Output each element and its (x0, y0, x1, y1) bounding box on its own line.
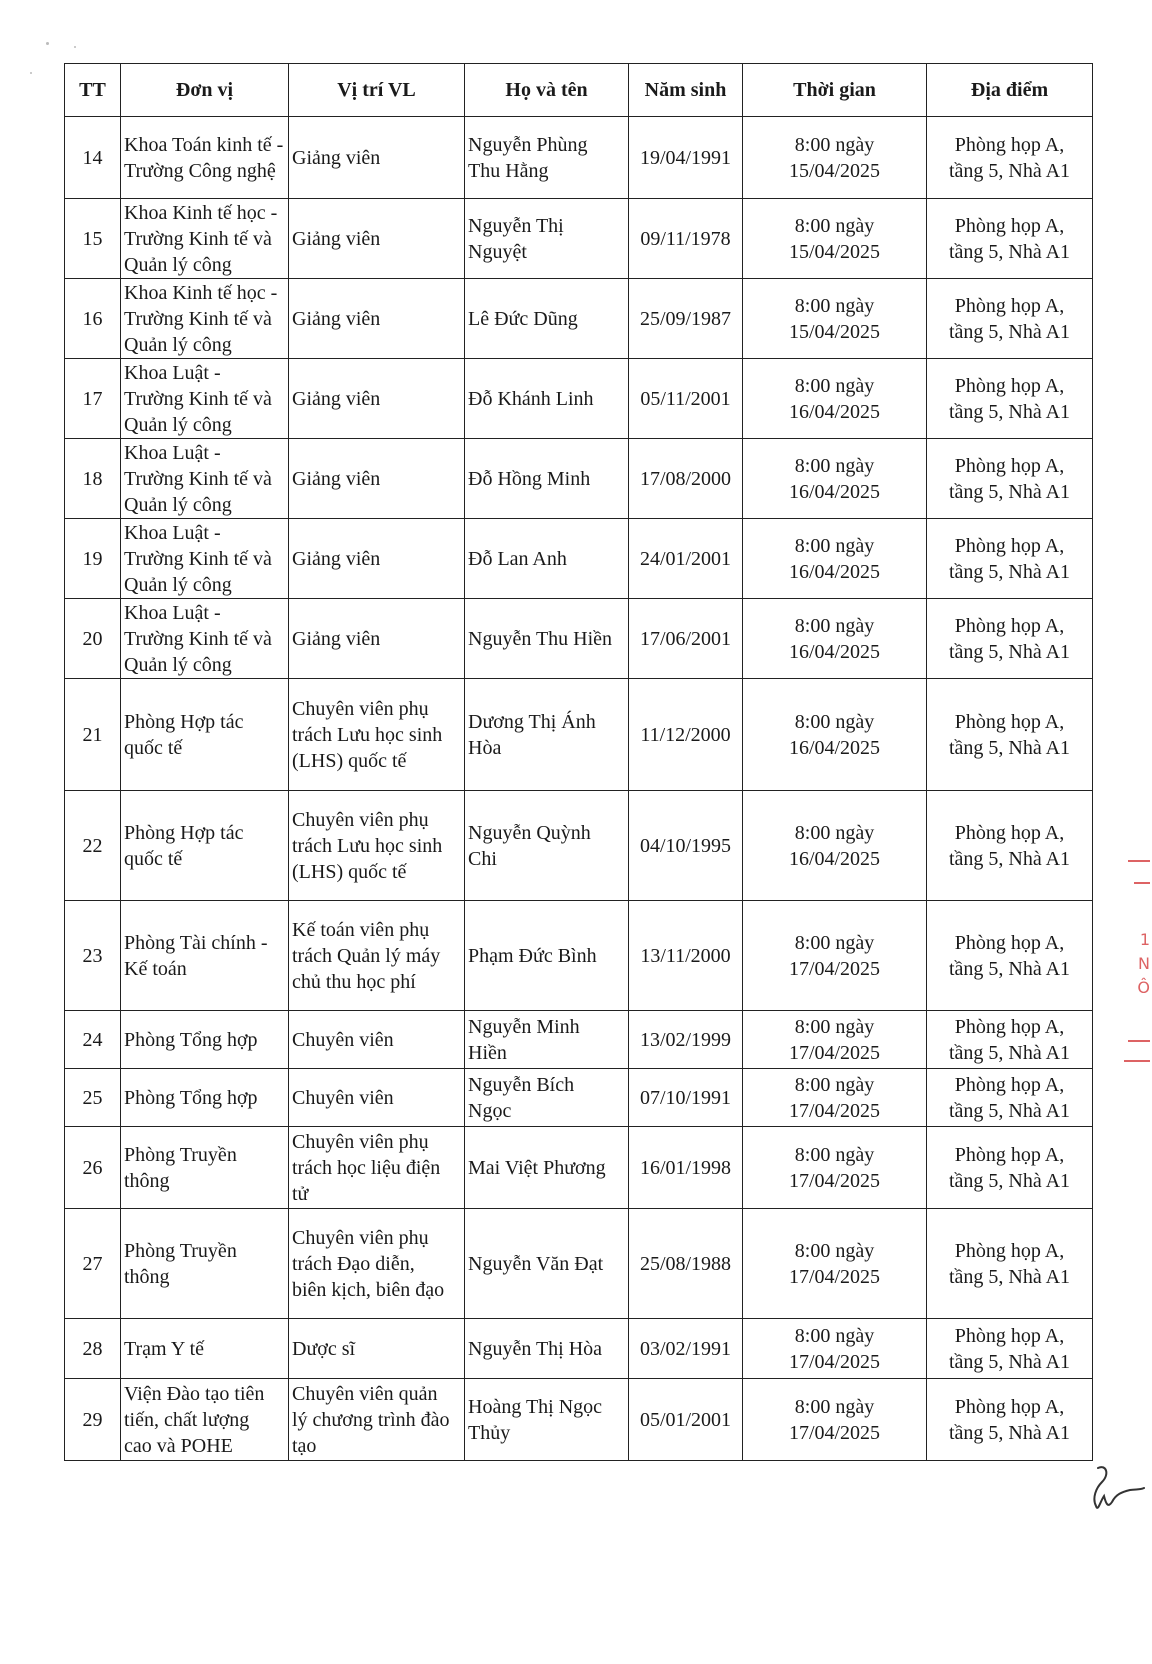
cell-place (927, 279, 1093, 359)
cell-unit-line: thông (124, 1265, 170, 1288)
cell-full-name (465, 1127, 629, 1209)
cell-tt: 29 (65, 1379, 121, 1461)
cell-unit (121, 1319, 289, 1379)
cell-position-line: trách Lưu học sinh (292, 723, 443, 746)
cell-time (743, 901, 927, 1011)
cell-tt: 24 (65, 1011, 121, 1069)
cell-birth-date: 17/06/2001 (629, 599, 743, 679)
cell-full-name (465, 679, 629, 791)
cell-time-line: 15/04/2025 (788, 320, 881, 343)
cell-full-name (465, 199, 629, 279)
cell-birth-date: 19/04/1991 (629, 117, 743, 199)
cell-position-line: (LHS) quốc tế (292, 749, 407, 772)
cell-place (927, 1069, 1093, 1127)
cell-time-line: 17/04/2025 (788, 1265, 881, 1288)
cell-full-name-line: Mai Việt Phương (468, 1156, 606, 1179)
cell-place-line: tầng 5, Nhà A1 (948, 1421, 1071, 1444)
cell-full-name (465, 117, 629, 199)
header-name: Họ và tên (465, 64, 629, 117)
cell-full-name-line: Lê Đức Dũng (468, 307, 578, 330)
cell-position-line: Kế toán viên phụ (292, 918, 430, 941)
cell-time-line: 8:00 ngày (794, 821, 875, 844)
cell-time (743, 1319, 927, 1379)
cell-unit-line: Trường Kinh tế và (124, 547, 272, 570)
cell-time-line: 8:00 ngày (794, 614, 875, 637)
cell-unit (121, 117, 289, 199)
cell-unit-line: Khoa Luật - (124, 361, 221, 384)
cell-unit-line: Phòng Hợp tác (124, 821, 244, 844)
cell-unit (121, 599, 289, 679)
cell-time-line: 17/04/2025 (788, 1099, 881, 1122)
cell-position-line: Dược sĩ (292, 1337, 356, 1360)
table-row (65, 117, 1093, 199)
cell-unit-line: tiến, chất lượng (124, 1408, 250, 1431)
cell-time-line: 16/04/2025 (788, 560, 881, 583)
cell-place-line: tầng 5, Nhà A1 (948, 159, 1071, 182)
cell-tt: 28 (65, 1319, 121, 1379)
cell-time (743, 1069, 927, 1127)
cell-time (743, 599, 927, 679)
cell-full-name-line: Nguyễn Thị Hòa (468, 1337, 603, 1360)
cell-position-line: lý chương trình đào (292, 1408, 450, 1431)
scan-speck (46, 42, 49, 45)
table-row (65, 791, 1093, 901)
cell-place-line: Phòng họp A, (954, 374, 1065, 397)
cell-unit-line: Khoa Luật - (124, 521, 221, 544)
cell-birth-date: 17/08/2000 (629, 439, 743, 519)
cell-full-name (465, 439, 629, 519)
cell-unit-line: Khoa Luật - (124, 441, 221, 464)
table-row (65, 279, 1093, 359)
cell-unit (121, 1379, 289, 1461)
cell-unit-line: Phòng Hợp tác (124, 710, 244, 733)
cell-position (289, 1319, 465, 1379)
table-row (65, 679, 1093, 791)
cell-time (743, 1209, 927, 1319)
cell-unit-line: Khoa Luật - (124, 601, 221, 624)
cell-birth-date: 16/01/1998 (629, 1127, 743, 1209)
cell-position-line: Giảng viên (292, 227, 381, 250)
cell-birth-date: 11/12/2000 (629, 679, 743, 791)
cell-position-line: Chuyên viên (292, 1086, 394, 1109)
cell-position (289, 1127, 465, 1209)
cell-unit (121, 1209, 289, 1319)
cell-full-name (465, 279, 629, 359)
cell-time-line: 16/04/2025 (788, 480, 881, 503)
cell-unit (121, 1011, 289, 1069)
cell-time-line: 8:00 ngày (794, 710, 875, 733)
cell-birth-date: 25/09/1987 (629, 279, 743, 359)
cell-place-line: tầng 5, Nhà A1 (948, 736, 1071, 759)
cell-time-line: 8:00 ngày (794, 1395, 875, 1418)
cell-full-name-line: Dương Thị Ánh (468, 710, 596, 733)
cell-birth-date: 03/02/1991 (629, 1319, 743, 1379)
cell-position (289, 1069, 465, 1127)
cell-place (927, 791, 1093, 901)
table-header-row (65, 64, 1093, 117)
cell-unit-line: Trường Kinh tế và (124, 387, 272, 410)
cell-place-line: Phòng họp A, (954, 931, 1065, 954)
cell-full-name-line: Phạm Đức Bình (468, 944, 597, 967)
cell-position (289, 1011, 465, 1069)
cell-position-line: Chuyên viên (292, 1028, 394, 1051)
cell-unit (121, 439, 289, 519)
cell-position (289, 679, 465, 791)
cell-full-name (465, 1319, 629, 1379)
header-unit: Đơn vị (121, 64, 289, 117)
scan-speck (30, 72, 32, 74)
cell-position-line: trách học liệu điện (292, 1156, 441, 1179)
cell-place-line: Phòng họp A, (954, 1239, 1065, 1262)
cell-place-line: tầng 5, Nhà A1 (948, 240, 1071, 263)
cell-full-name-line: Đỗ Lan Anh (468, 547, 567, 570)
cell-place-line: Phòng họp A, (954, 214, 1065, 237)
cell-position (289, 359, 465, 439)
cell-place (927, 1379, 1093, 1461)
cell-place-line: Phòng họp A, (954, 1073, 1065, 1096)
cell-full-name (465, 901, 629, 1011)
cell-place-line: Phòng họp A, (954, 1395, 1065, 1418)
cell-position (289, 599, 465, 679)
cell-place-line: tầng 5, Nhà A1 (948, 320, 1071, 343)
cell-time-line: 8:00 ngày (794, 374, 875, 397)
cell-full-name-line: Nguyệt (468, 240, 527, 263)
cell-time (743, 359, 927, 439)
cell-full-name (465, 599, 629, 679)
cell-position (289, 901, 465, 1011)
cell-position-line: Giảng viên (292, 627, 381, 650)
cell-unit-line: Kế toán (124, 957, 187, 980)
cell-time (743, 1011, 927, 1069)
cell-place-line: tầng 5, Nhà A1 (948, 1099, 1071, 1122)
cell-birth-date: 05/11/2001 (629, 359, 743, 439)
cell-unit-line: cao và POHE (124, 1434, 233, 1457)
cell-tt: 18 (65, 439, 121, 519)
cell-place (927, 599, 1093, 679)
cell-full-name-line: Nguyễn Quỳnh (468, 821, 591, 844)
cell-tt: 26 (65, 1127, 121, 1209)
cell-position (289, 791, 465, 901)
cell-place (927, 199, 1093, 279)
cell-time (743, 117, 927, 199)
cell-unit-line: Trường Kinh tế và (124, 307, 272, 330)
cell-tt: 21 (65, 679, 121, 791)
cell-place (927, 519, 1093, 599)
cell-position-line: tử (292, 1182, 309, 1205)
cell-place-line: tầng 5, Nhà A1 (948, 1169, 1071, 1192)
cell-full-name (465, 519, 629, 599)
cell-time (743, 279, 927, 359)
cell-position (289, 1209, 465, 1319)
cell-tt: 16 (65, 279, 121, 359)
handwritten-initials-signature (1086, 1462, 1146, 1522)
table-row (65, 599, 1093, 679)
cell-position (289, 199, 465, 279)
cell-position-line: Giảng viên (292, 307, 381, 330)
cell-unit-line: Quản lý công (124, 333, 232, 356)
cell-unit-line: quốc tế (124, 847, 183, 870)
cell-tt: 19 (65, 519, 121, 599)
table-row (65, 1127, 1093, 1209)
cell-full-name-line: Đỗ Khánh Linh (468, 387, 594, 410)
cell-time-line: 8:00 ngày (794, 534, 875, 557)
cell-time-line: 8:00 ngày (794, 931, 875, 954)
cell-place (927, 1319, 1093, 1379)
cell-full-name-line: Thu Hằng (468, 159, 549, 182)
cell-unit-line: Phòng Tổng hợp (124, 1086, 258, 1109)
cell-position-line: Giảng viên (292, 547, 381, 570)
cell-full-name-line: Ngọc (468, 1099, 512, 1122)
cell-unit (121, 279, 289, 359)
cell-time-line: 17/04/2025 (788, 957, 881, 980)
cell-position-line: Giảng viên (292, 467, 381, 490)
cell-unit-line: Quản lý công (124, 253, 232, 276)
cell-tt: 23 (65, 901, 121, 1011)
table-body (65, 117, 1093, 1461)
cell-place (927, 1011, 1093, 1069)
cell-time (743, 439, 927, 519)
cell-unit-line: Phòng Truyền (124, 1143, 237, 1166)
cell-place-line: Phòng họp A, (954, 133, 1065, 156)
cell-place-line: Phòng họp A, (954, 1324, 1065, 1347)
cell-time-line: 8:00 ngày (794, 133, 875, 156)
cell-full-name-line: Nguyễn Phùng (468, 133, 588, 156)
cell-place-line: tầng 5, Nhà A1 (948, 1265, 1071, 1288)
table-row (65, 1319, 1093, 1379)
cell-unit-line: Trường Kinh tế và (124, 627, 272, 650)
cell-time-line: 17/04/2025 (788, 1169, 881, 1192)
cell-tt: 14 (65, 117, 121, 199)
cell-place-line: Phòng họp A, (954, 710, 1065, 733)
cell-tt: 27 (65, 1209, 121, 1319)
cell-unit-line: Trường Kinh tế và (124, 227, 272, 250)
cell-position-line: trách Đạo diễn, (292, 1252, 415, 1275)
cell-position-line: tạo (292, 1434, 317, 1457)
cell-time (743, 199, 927, 279)
cell-place-line: Phòng họp A, (954, 294, 1065, 317)
header-tt: TT (65, 64, 121, 117)
cell-full-name-line: Nguyễn Minh (468, 1015, 580, 1038)
cell-position (289, 519, 465, 599)
cell-full-name (465, 1011, 629, 1069)
cell-position-line: Chuyên viên phụ (292, 1130, 429, 1153)
cell-unit-line: Viện Đào tạo tiên (124, 1382, 265, 1405)
cell-tt: 22 (65, 791, 121, 901)
cell-time-line: 8:00 ngày (794, 1073, 875, 1096)
cell-unit-line: Quản lý công (124, 573, 232, 596)
header-birth-year: Năm sinh (629, 64, 743, 117)
cell-time (743, 519, 927, 599)
cell-place-line: tầng 5, Nhà A1 (948, 640, 1071, 663)
cell-unit-line: Khoa Kinh tế học - (124, 201, 278, 224)
cell-unit-line: Quản lý công (124, 493, 232, 516)
cell-full-name-line: Nguyễn Văn Đạt (468, 1252, 604, 1275)
cell-place (927, 1127, 1093, 1209)
table-row (65, 1379, 1093, 1461)
cell-place (927, 679, 1093, 791)
cell-full-name-line: Hoàng Thị Ngọc (468, 1395, 603, 1418)
table-row (65, 1011, 1093, 1069)
cell-birth-date: 13/11/2000 (629, 901, 743, 1011)
cell-place-line: Phòng họp A, (954, 1143, 1065, 1166)
cell-time-line: 17/04/2025 (788, 1350, 881, 1373)
cell-time (743, 679, 927, 791)
cell-position (289, 439, 465, 519)
cell-tt: 25 (65, 1069, 121, 1127)
cell-birth-date: 09/11/1978 (629, 199, 743, 279)
cell-full-name (465, 359, 629, 439)
cell-time-line: 8:00 ngày (794, 1239, 875, 1262)
cell-birth-date: 24/01/2001 (629, 519, 743, 599)
cell-full-name-line: Nguyễn Thị (468, 214, 564, 237)
cell-time-line: 16/04/2025 (788, 736, 881, 759)
cell-unit-line: Phòng Tổng hợp (124, 1028, 258, 1051)
cell-birth-date: 13/02/1999 (629, 1011, 743, 1069)
cell-full-name (465, 1379, 629, 1461)
cell-position (289, 117, 465, 199)
cell-birth-date: 04/10/1995 (629, 791, 743, 901)
cell-time-line: 17/04/2025 (788, 1421, 881, 1444)
cell-birth-date: 07/10/1991 (629, 1069, 743, 1127)
table-row (65, 1069, 1093, 1127)
cell-tt: 15 (65, 199, 121, 279)
cell-place-line: tầng 5, Nhà A1 (948, 1350, 1071, 1373)
cell-place-line: tầng 5, Nhà A1 (948, 560, 1071, 583)
cell-full-name-line: Đỗ Hồng Minh (468, 467, 591, 490)
cell-position (289, 1379, 465, 1461)
cell-full-name (465, 1069, 629, 1127)
scan-speck (74, 46, 76, 48)
cell-place-line: tầng 5, Nhà A1 (948, 1041, 1071, 1064)
cell-full-name (465, 791, 629, 901)
header-time: Thời gian (743, 64, 927, 117)
cell-time-line: 16/04/2025 (788, 847, 881, 870)
cell-time (743, 1127, 927, 1209)
cell-time-line: 8:00 ngày (794, 1143, 875, 1166)
cell-place-line: tầng 5, Nhà A1 (948, 400, 1071, 423)
cell-place-line: tầng 5, Nhà A1 (948, 957, 1071, 980)
cell-place-line: Phòng họp A, (954, 534, 1065, 557)
cell-time (743, 1379, 927, 1461)
cell-time-line: 16/04/2025 (788, 640, 881, 663)
cell-place (927, 359, 1093, 439)
cell-unit (121, 1069, 289, 1127)
cell-position-line: trách Quản lý máy (292, 944, 441, 967)
cell-unit-line: Quản lý công (124, 413, 232, 436)
cell-time-line: 8:00 ngày (794, 1324, 875, 1347)
cell-unit-line: thông (124, 1169, 170, 1192)
cell-position-line: Giảng viên (292, 146, 381, 169)
cell-unit (121, 199, 289, 279)
cell-position-line: Chuyên viên phụ (292, 697, 429, 720)
cell-place (927, 901, 1093, 1011)
cell-position-line: (LHS) quốc tế (292, 860, 407, 883)
cell-time-line: 15/04/2025 (788, 240, 881, 263)
header-position: Vị trí VL (289, 64, 465, 117)
cell-unit (121, 519, 289, 599)
cell-full-name-line: Nguyễn Bích (468, 1073, 575, 1096)
cell-time-line: 8:00 ngày (794, 454, 875, 477)
cell-place-line: Phòng họp A, (954, 614, 1065, 637)
header-place: Địa điểm (927, 64, 1093, 117)
cell-unit-line: Trạm Y tế (124, 1337, 204, 1360)
interview-schedule-table (64, 63, 1093, 1461)
cell-place (927, 439, 1093, 519)
cell-unit-line: Trường Công nghệ (124, 159, 276, 182)
cell-full-name-line: Hiền (468, 1041, 507, 1064)
cell-time-line: 8:00 ngày (794, 1015, 875, 1038)
cell-unit-line: Khoa Toán kinh tế - (124, 133, 284, 156)
cell-full-name-line: Thủy (468, 1421, 511, 1444)
cell-position-line: trách Lưu học sinh (292, 834, 443, 857)
cell-time (743, 791, 927, 901)
cell-unit (121, 901, 289, 1011)
cell-unit (121, 359, 289, 439)
cell-full-name (465, 1209, 629, 1319)
cell-full-name-line: Hòa (468, 736, 502, 759)
cell-time-line: 8:00 ngày (794, 214, 875, 237)
cell-tt: 17 (65, 359, 121, 439)
cell-position-line: Chuyên viên phụ (292, 1226, 429, 1249)
table-row (65, 199, 1093, 279)
table-row (65, 359, 1093, 439)
cell-place-line: Phòng họp A, (954, 821, 1065, 844)
cell-place-line: tầng 5, Nhà A1 (948, 480, 1071, 503)
cell-unit (121, 679, 289, 791)
cell-position-line: Chuyên viên quản (292, 1382, 438, 1405)
cell-unit-line: Trường Kinh tế và (124, 467, 272, 490)
cell-place-line: tầng 5, Nhà A1 (948, 847, 1071, 870)
cell-position-line: biên kịch, biên đạo (292, 1278, 445, 1301)
cell-full-name-line: Chi (468, 847, 497, 870)
table-row (65, 519, 1093, 599)
cell-unit-line: Phòng Truyền (124, 1239, 237, 1262)
cell-time-line: 15/04/2025 (788, 159, 881, 182)
cell-unit (121, 791, 289, 901)
cell-place (927, 117, 1093, 199)
cell-unit (121, 1127, 289, 1209)
cell-position-line: Chuyên viên phụ (292, 808, 429, 831)
cell-position-line: chủ thu học phí (292, 970, 416, 993)
cell-birth-date: 25/08/1988 (629, 1209, 743, 1319)
cell-tt: 20 (65, 599, 121, 679)
cell-time-line: 8:00 ngày (794, 294, 875, 317)
cell-place-line: Phòng họp A, (954, 1015, 1065, 1038)
red-seal-fragment: 1 N Ô (1124, 860, 1152, 1080)
table-row (65, 901, 1093, 1011)
table-row (65, 439, 1093, 519)
cell-unit-line: Quản lý công (124, 653, 232, 676)
cell-time-line: 16/04/2025 (788, 400, 881, 423)
table-row (65, 1209, 1093, 1319)
cell-unit-line: Khoa Kinh tế học - (124, 281, 278, 304)
cell-position-line: Giảng viên (292, 387, 381, 410)
cell-unit-line: quốc tế (124, 736, 183, 759)
cell-unit-line: Phòng Tài chính - (124, 931, 268, 954)
cell-time-line: 17/04/2025 (788, 1041, 881, 1064)
cell-place (927, 1209, 1093, 1319)
cell-full-name-line: Nguyễn Thu Hiền (468, 627, 613, 650)
cell-position (289, 279, 465, 359)
cell-place-line: Phòng họp A, (954, 454, 1065, 477)
cell-birth-date: 05/01/2001 (629, 1379, 743, 1461)
